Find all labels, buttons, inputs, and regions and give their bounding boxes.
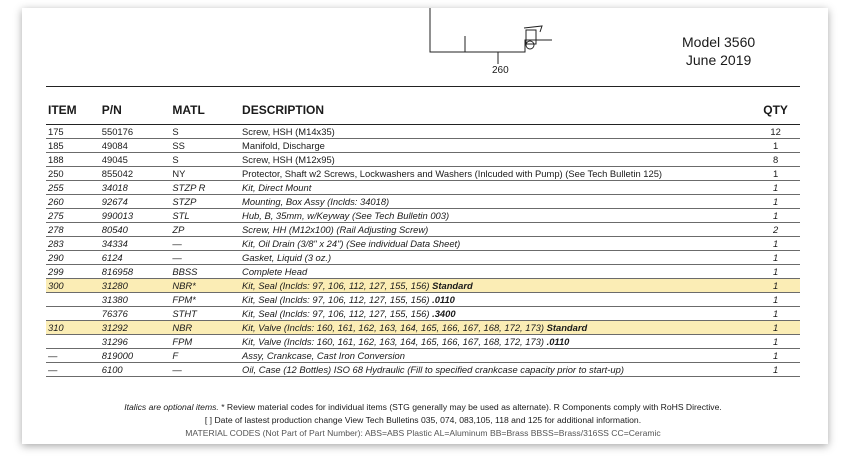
cell-description-variant: .0110 [432, 294, 455, 305]
cell-item-text: 260 [48, 196, 64, 207]
cell-material [172, 153, 242, 167]
cell-item [46, 181, 102, 195]
cell-item-text: 278 [48, 224, 64, 235]
cell-material [172, 195, 242, 209]
cell-description-text: Kit, Oil Drain (3/8" x 24") (See individual Data Sheet) [242, 238, 461, 249]
cell-material [172, 279, 242, 293]
footer-italic-note: Italics are optional items. [124, 402, 219, 412]
cell-description-text: Complete Head [242, 266, 308, 277]
cell-description [242, 237, 751, 251]
cell-description-text: Kit, Valve (Inclds: 160, 161, 162, 163, 164, 165, 166, 167, 168, 172, 173) [242, 322, 547, 333]
cell-item [46, 167, 102, 181]
cell-part-number [102, 125, 173, 139]
cell-item-text: 175 [48, 126, 64, 137]
footer-line-3: MATERIAL CODES (Not Part of Part Number): ABS=ABS Plastic AL=Aluminum BB=Brass BBSS=Brass/316SS CC=Ceramic [185, 428, 661, 438]
cell-description [242, 167, 751, 181]
cell-description-text: Screw, HSH (M12x95) [242, 154, 335, 165]
cell-material [172, 125, 242, 139]
cell-material-text: STL [172, 210, 190, 221]
table-row [46, 307, 800, 321]
cell-material-text: — [172, 252, 182, 263]
cell-description-variant: .0110 [546, 336, 570, 347]
cell-qty-text: 1 [772, 252, 779, 263]
footer-line-1 [46, 401, 800, 414]
cell-material-text: NBR [172, 322, 193, 333]
cell-qty-text: 1 [772, 182, 779, 193]
cell-material [172, 363, 242, 377]
table-row [46, 363, 800, 377]
table-row [46, 139, 800, 153]
cell-qty [751, 349, 800, 363]
cell-description [242, 153, 751, 167]
cell-item-text: 250 [48, 168, 64, 179]
cell-qty [751, 265, 800, 279]
table-row [46, 321, 800, 335]
cell-material [172, 181, 242, 195]
cell-item-text: — [48, 364, 58, 375]
cell-part-number-text: 49084 [101, 140, 128, 151]
cell-item-text: 300 [48, 280, 64, 291]
cell-item [46, 139, 102, 153]
cell-description [242, 125, 751, 139]
cell-material-text: S [172, 126, 179, 137]
cell-material-text: NY [172, 168, 186, 179]
cell-part-number-text: 31380 [101, 294, 128, 305]
table-row [46, 349, 800, 363]
cell-part-number [102, 349, 173, 363]
cell-material [172, 349, 242, 363]
cell-part-number [102, 195, 173, 209]
cell-material [172, 167, 242, 181]
cell-item-text: 310 [48, 322, 64, 333]
cell-material-text: — [172, 238, 182, 249]
cell-description-variant: Standard [432, 280, 473, 291]
cell-qty [751, 321, 800, 335]
cell-description [242, 251, 751, 265]
cell-material [172, 237, 242, 251]
cell-part-number [102, 209, 173, 223]
cell-qty [751, 251, 800, 265]
cell-description-text: Hub, B, 35mm, w/Keyway (See Tech Bulletin 003) [242, 210, 450, 221]
cell-material-text: FPM* [172, 294, 196, 305]
cell-qty-text: 1 [772, 168, 779, 179]
cell-description-text: Kit, Seal (Inclds: 97, 106, 112, 127, 155, 156) [242, 294, 433, 305]
column-header-pn: P/N [102, 101, 173, 125]
table-row [46, 181, 800, 195]
cell-part-number-text: 34018 [101, 182, 128, 193]
cell-item [46, 279, 102, 293]
model-name: Model 3560 [682, 34, 756, 50]
torn-bottom-edge [22, 428, 828, 444]
cell-item-text: 185 [48, 140, 64, 151]
cell-description-text: Kit, Seal (Inclds: 97, 106, 112, 127, 155, 156) [242, 308, 433, 319]
cell-qty-text: 1 [772, 280, 779, 291]
cell-item [46, 349, 102, 363]
model-block [682, 33, 755, 69]
cell-part-number-text: 80540 [101, 224, 128, 235]
cell-qty-text: 1 [772, 336, 779, 347]
cell-qty [751, 223, 800, 237]
cell-qty-text: 1 [772, 308, 779, 319]
cell-description [242, 195, 751, 209]
cell-part-number-text: 31292 [101, 322, 128, 333]
cell-description [242, 223, 751, 237]
cell-description-text: Screw, HH (M12x100) (Rail Adjusting Screw) [242, 224, 429, 235]
cell-part-number [102, 363, 173, 377]
cell-part-number [102, 237, 173, 251]
cell-material-text: SS [172, 140, 185, 151]
cell-qty [751, 139, 800, 153]
revision-date: June 2019 [685, 52, 752, 68]
exploded-diagram-fragment [422, 8, 582, 88]
cell-description [242, 307, 751, 321]
cell-description [242, 279, 751, 293]
cell-part-number [102, 321, 173, 335]
cell-part-number [102, 251, 173, 265]
cell-part-number-text: 49045 [101, 154, 128, 165]
cell-description [242, 181, 751, 195]
cell-qty [751, 335, 800, 349]
cell-item [46, 251, 102, 265]
cell-qty [751, 153, 800, 167]
cell-part-number-text: 990013 [101, 210, 134, 221]
cell-qty [751, 279, 800, 293]
cell-description-variant: Standard [546, 322, 588, 333]
cell-qty-text: 8 [772, 154, 779, 165]
cell-part-number [102, 279, 173, 293]
cell-description-text: Screw, HSH (M14x35) [242, 126, 335, 137]
cell-material-text: — [172, 364, 182, 375]
cell-part-number-text: 855042 [101, 168, 134, 179]
cell-material-text: F [172, 350, 179, 361]
cell-description [242, 363, 751, 377]
cell-qty-text: 2 [772, 224, 779, 235]
cell-qty-text: 1 [772, 364, 779, 375]
cell-item-text: — [48, 350, 58, 361]
cell-item [46, 153, 102, 167]
cell-description [242, 139, 751, 153]
cell-description [242, 265, 751, 279]
cell-qty [751, 209, 800, 223]
cell-item [46, 335, 102, 349]
footer-line-2: [ ] Date of lastest production change View Tech Bulletins 035, 074, 083,105, 118 and 125 for additional information. [204, 415, 642, 425]
cell-material [172, 307, 242, 321]
cell-qty [751, 363, 800, 377]
cell-material-text: ZP [172, 224, 185, 235]
cell-description [242, 335, 751, 349]
cell-material-text: BBSS [172, 266, 198, 277]
column-header-item: ITEM [46, 101, 102, 125]
cell-description [242, 349, 751, 363]
cell-qty-text: 1 [772, 238, 779, 249]
cell-part-number-text: 31296 [101, 336, 128, 347]
cell-description-variant: .3400 [432, 308, 456, 319]
cell-item [46, 363, 102, 377]
table-row [46, 209, 800, 223]
table-row [46, 125, 800, 139]
column-header-matl: MATL [172, 101, 242, 125]
cell-part-number-text: 819000 [101, 350, 134, 361]
cell-item [46, 265, 102, 279]
parts-table-body [46, 125, 800, 377]
cell-material-text: STZP R [172, 182, 206, 193]
cell-material [172, 223, 242, 237]
table-row [46, 251, 800, 265]
cell-item [46, 321, 102, 335]
cell-part-number-text: 550176 [101, 126, 134, 137]
table-row [46, 195, 800, 209]
table-row [46, 223, 800, 237]
cell-part-number-text: 34334 [101, 238, 128, 249]
cell-material [172, 293, 242, 307]
parts-table [46, 101, 800, 377]
table-row [46, 335, 800, 349]
cell-material [172, 335, 242, 349]
table-row [46, 265, 800, 279]
cell-material [172, 251, 242, 265]
cell-item [46, 293, 102, 307]
cell-material-text: STHT [172, 308, 197, 319]
cell-qty-text: 1 [772, 322, 779, 333]
cell-part-number [102, 265, 173, 279]
column-header-description: DESCRIPTION [242, 101, 751, 125]
cell-material [172, 265, 242, 279]
cell-part-number [102, 167, 173, 181]
cell-item-text: 299 [48, 266, 64, 277]
cell-item-text: 255 [48, 182, 64, 193]
cell-part-number [102, 223, 173, 237]
diagram-callout-260: 260 [492, 65, 509, 76]
cell-material-text: FPM [172, 336, 193, 347]
cell-material-text: NBR* [172, 280, 196, 291]
cell-part-number-text: 76376 [101, 308, 128, 319]
cell-material-text: STZP [172, 196, 197, 207]
cell-item-text: 283 [48, 238, 64, 249]
cell-part-number-text: 816958 [101, 266, 134, 277]
cell-qty-text: 1 [772, 266, 779, 277]
cell-item [46, 195, 102, 209]
cell-part-number [102, 293, 173, 307]
table-row [46, 167, 800, 181]
cell-description-text: Manifold, Discharge [242, 140, 325, 151]
table-header-row [46, 101, 800, 125]
cell-item-text: 275 [48, 210, 64, 221]
cell-qty [751, 125, 800, 139]
cell-qty-text: 1 [772, 140, 779, 151]
cell-description-text: Protector, Shaft w2 Screws, Lockwashers and Washers (Inlcuded with Pump) (See Tech Bulletin 125) [242, 168, 663, 179]
cell-qty-text: 12 [770, 126, 781, 137]
cell-item-text: 290 [48, 252, 64, 263]
cell-part-number [102, 139, 173, 153]
cell-description-text: Kit, Valve (Inclds: 160, 161, 162, 163, 164, 165, 166, 167, 168, 172, 173) [242, 336, 547, 347]
cell-part-number-text: 31280 [101, 280, 128, 291]
table-row [46, 237, 800, 251]
cell-description-text: Kit, Seal (Inclds: 97, 106, 112, 127, 155, 156) [242, 280, 433, 291]
cell-qty-text: 1 [772, 294, 779, 305]
cell-material [172, 209, 242, 223]
table-row [46, 279, 800, 293]
cell-qty-text: 1 [772, 210, 779, 221]
table-row [46, 153, 800, 167]
cell-description-text: Oil, Case (12 Bottles) ISO 68 Hydraulic (Fill to specified crankcase capacity prior to start-up) [242, 364, 624, 375]
column-header-qty: QTY [751, 101, 800, 125]
cell-description [242, 209, 751, 223]
cell-qty [751, 167, 800, 181]
cell-part-number-text: 92674 [101, 196, 128, 207]
cell-description [242, 293, 751, 307]
cell-qty [751, 181, 800, 195]
cell-qty [751, 307, 800, 321]
cell-item [46, 125, 102, 139]
cell-item [46, 237, 102, 251]
cell-item [46, 307, 102, 321]
cell-item [46, 209, 102, 223]
cell-material [172, 139, 242, 153]
cell-description [242, 321, 751, 335]
cell-item-text: 188 [48, 154, 64, 165]
cell-qty [751, 237, 800, 251]
cell-qty-text: 1 [772, 196, 779, 207]
cell-description-text: Assy, Crankcase, Cast Iron Conversion [242, 350, 405, 361]
cell-part-number [102, 335, 173, 349]
cell-part-number [102, 307, 173, 321]
header-rule [46, 86, 800, 87]
table-row [46, 293, 800, 307]
cell-qty-text: 1 [772, 350, 779, 361]
cell-item [46, 223, 102, 237]
cell-part-number-text: 6100 [101, 364, 123, 375]
cell-part-number-text: 6124 [101, 252, 123, 263]
cell-qty [751, 293, 800, 307]
cell-description-text: Kit, Direct Mount [242, 182, 312, 193]
cell-description-text: Gasket, Liquid (3 oz.) [242, 252, 332, 263]
cell-qty [751, 195, 800, 209]
footer-line-1-text: * Review material codes for individual items (STG generally may be used as alternate). R Components comply with RoHS Directive. [218, 402, 722, 412]
cell-part-number [102, 181, 173, 195]
cell-material [172, 321, 242, 335]
cell-material-text: S [172, 154, 179, 165]
cell-part-number [102, 153, 173, 167]
parts-list-sheet [22, 8, 828, 444]
cell-description-text: Mounting, Box Assy (Inclds: 34018) [242, 196, 390, 207]
